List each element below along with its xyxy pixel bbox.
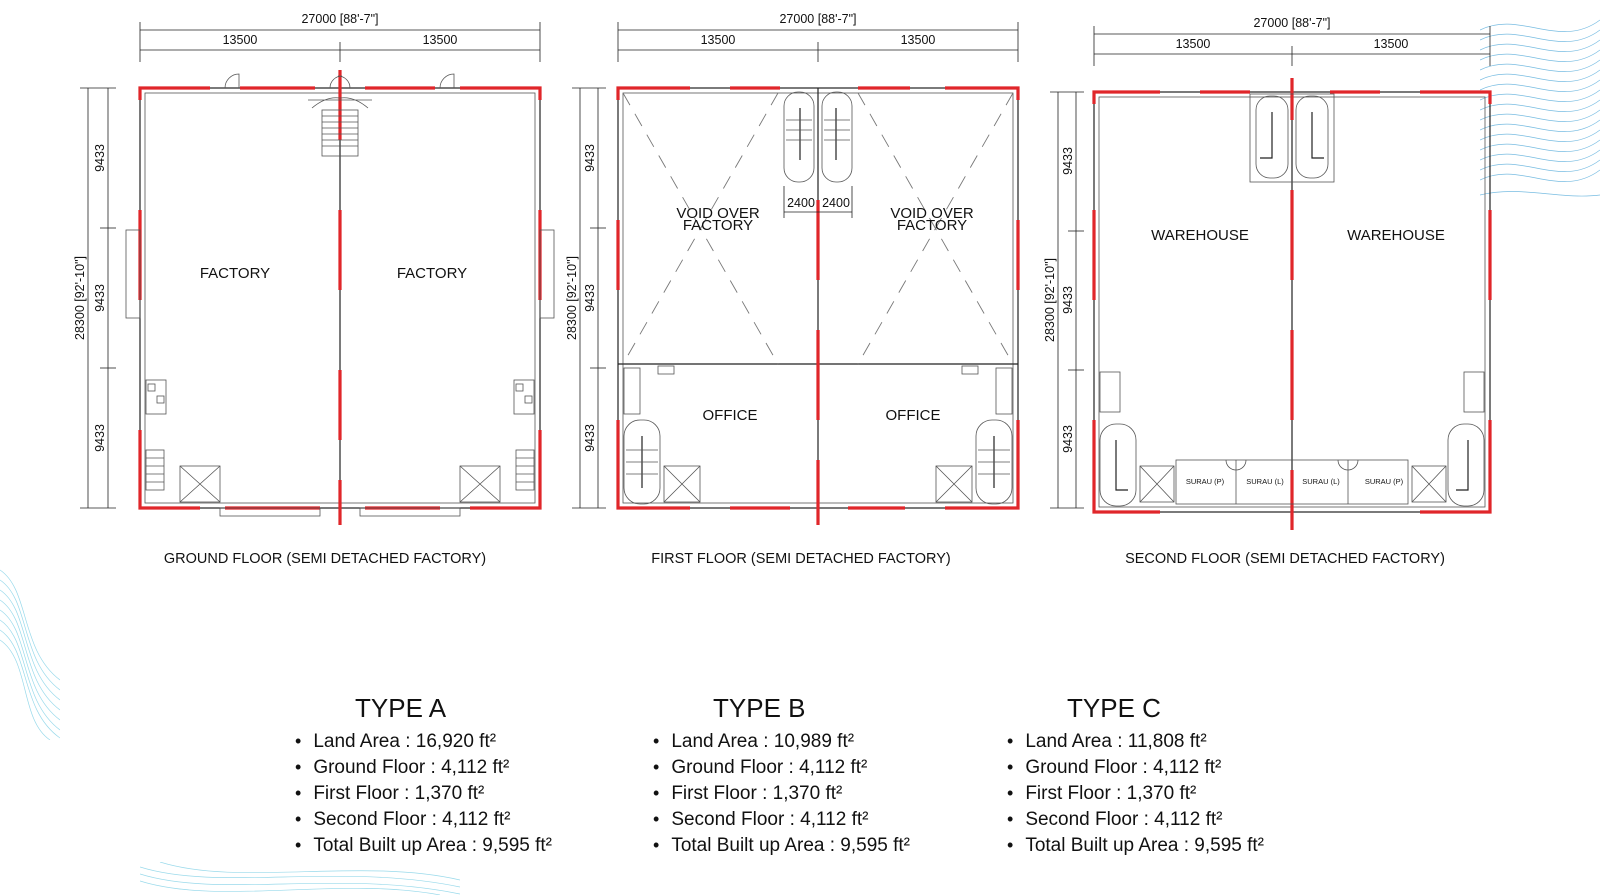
overall-depth-label: 28300 [92'-10"] bbox=[1043, 258, 1057, 342]
type-spec-list bbox=[653, 728, 910, 858]
bay-depth-label: 9433 bbox=[1061, 147, 1075, 175]
room-label-factory: FACTORY bbox=[396, 265, 468, 282]
bay-depth-label: 9433 bbox=[93, 144, 107, 172]
spec-item: • Land Area : 11,808 ft² bbox=[1007, 728, 1264, 754]
spec-item: • Total Built up Area : 9,595 ft² bbox=[295, 832, 552, 858]
plan-caption: FIRST FLOOR (SEMI DETACHED FACTORY) bbox=[651, 551, 951, 567]
stair-width-label: 2400 bbox=[822, 196, 850, 210]
room-label-warehouse: WAREHOUSE bbox=[1347, 227, 1445, 244]
plan-caption: GROUND FLOOR (SEMI DETACHED FACTORY) bbox=[163, 551, 487, 567]
room-label-factory: FACTORY bbox=[682, 217, 754, 234]
type-b-block bbox=[653, 693, 910, 858]
half-width-label: 13500 bbox=[1373, 37, 1409, 51]
overall-width-label: 27000 [88'-7"] bbox=[301, 12, 379, 26]
half-width-label: 13500 bbox=[1175, 37, 1211, 51]
spec-item: • Land Area : 16,920 ft² bbox=[295, 728, 552, 754]
second-floor-plan bbox=[1043, 16, 1490, 567]
type-c-block bbox=[1007, 693, 1264, 858]
overall-depth-label: 28300 [92'-10"] bbox=[73, 256, 87, 340]
room-label-surau: SURAU (L) bbox=[1302, 477, 1340, 486]
half-width-label: 13500 bbox=[222, 33, 258, 47]
type-specifications bbox=[0, 693, 1600, 856]
ground-floor-plan bbox=[73, 12, 554, 567]
half-width-label: 13500 bbox=[900, 33, 936, 47]
type-spec-list bbox=[1007, 728, 1264, 858]
spec-item: • Total Built up Area : 9,595 ft² bbox=[653, 832, 910, 858]
half-width-label: 13500 bbox=[422, 33, 458, 47]
overall-width-label: 27000 [88'-7"] bbox=[1253, 16, 1331, 30]
type-a-block bbox=[295, 693, 552, 858]
spec-item: • Second Floor : 4,112 ft² bbox=[295, 806, 552, 832]
overall-depth-label: 28300 [92'-10"] bbox=[565, 256, 579, 340]
spec-item: • Ground Floor : 4,112 ft² bbox=[653, 754, 910, 780]
room-label-surau: SURAU (P) bbox=[1185, 477, 1225, 486]
spec-item: • Ground Floor : 4,112 ft² bbox=[1007, 754, 1264, 780]
type-title: TYPE C bbox=[1067, 693, 1161, 723]
type-title: TYPE A bbox=[355, 693, 447, 723]
bay-depth-label: 9433 bbox=[583, 144, 597, 172]
spec-item: • Second Floor : 4,112 ft² bbox=[1007, 806, 1264, 832]
room-label-surau: SURAU (L) bbox=[1246, 477, 1284, 486]
room-label-void-over: VOID OVER bbox=[890, 205, 974, 222]
plan-caption: SECOND FLOOR (SEMI DETACHED FACTORY) bbox=[1125, 551, 1445, 567]
half-width-label: 13500 bbox=[700, 33, 736, 47]
spec-item: • Land Area : 10,989 ft² bbox=[653, 728, 910, 754]
type-title: TYPE B bbox=[713, 693, 806, 723]
spec-item: • First Floor : 1,370 ft² bbox=[1007, 780, 1264, 806]
bay-depth-label: 9433 bbox=[1061, 425, 1075, 453]
first-floor-plan bbox=[565, 12, 1018, 567]
bay-depth-label: 9433 bbox=[583, 424, 597, 452]
spec-item: • First Floor : 1,370 ft² bbox=[653, 780, 910, 806]
wave-decoration-bottom bbox=[140, 862, 460, 895]
spec-item: • Ground Floor : 4,112 ft² bbox=[295, 754, 552, 780]
room-label-factory: FACTORY bbox=[199, 265, 271, 282]
spec-item: • Total Built up Area : 9,595 ft² bbox=[1007, 832, 1264, 858]
room-label-office: OFFICE bbox=[702, 407, 758, 424]
overall-width-label: 27000 [88'-7"] bbox=[779, 12, 857, 26]
room-label-office: OFFICE bbox=[885, 407, 941, 424]
bay-depth-label: 9433 bbox=[1061, 286, 1075, 314]
spec-item: • First Floor : 1,370 ft² bbox=[295, 780, 552, 806]
type-spec-list bbox=[295, 728, 552, 858]
room-label-void-over: VOID OVER bbox=[676, 205, 760, 222]
stair-width-label: 2400 bbox=[787, 196, 815, 210]
room-label-surau: SURAU (P) bbox=[1364, 477, 1404, 486]
bay-depth-label: 9433 bbox=[93, 424, 107, 452]
bay-depth-label: 9433 bbox=[583, 284, 597, 312]
bay-depth-label: 9433 bbox=[93, 284, 107, 312]
spec-item: • Second Floor : 4,112 ft² bbox=[653, 806, 910, 832]
room-label-warehouse: WAREHOUSE bbox=[1151, 227, 1249, 244]
room-label-factory: FACTORY bbox=[896, 217, 968, 234]
